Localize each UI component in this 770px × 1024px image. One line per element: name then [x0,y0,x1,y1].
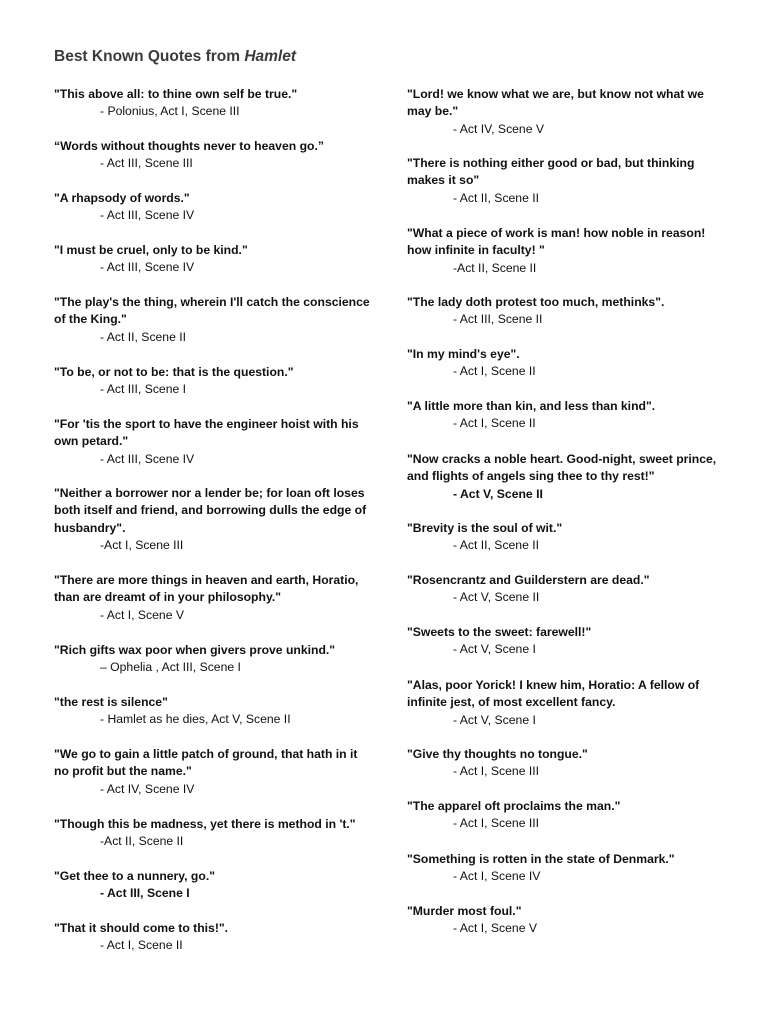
quote-text: "Rich gifts wax poor when givers prove unkind." [54,643,336,657]
quote-item [407,798,620,833]
quote-text: "Rosencrantz and Guilderstern are dead." [407,573,650,587]
quote-source: - Act I, Scene IV [453,869,541,884]
quote-source: - Act IV, Scene V [453,121,545,136]
quote-item [54,642,335,677]
quote-item [54,746,374,798]
quote-source: - Act II, Scene II [100,329,187,344]
quote-text: "I must be cruel, only to be kind." [54,243,248,257]
quote-source: -Act II, Scene II [100,834,184,849]
quote-text: "We go to gain a little patch of ground, that hath in it no profit but the name." [54,747,358,779]
quote-source: - Act III, Scene III [100,156,193,171]
quote-source: -Act I, Scene III [100,538,184,553]
quote-text: "There is nothing either good or bad, but thinking makes it so" [407,156,695,188]
quote-text: "The apparel oft proclaims the man." [407,799,621,813]
quote-text: "Something is rotten in the state of Denmark." [407,852,675,866]
quote-source: - Hamlet as he dies, Act V, Scene II [100,712,291,727]
quote-source: - Act V, Scene II [453,590,540,605]
quote-source: - Act I, Scene II [100,938,183,953]
quote-source: – Ophelia , Act III, Scene I [100,660,241,675]
quote-item [54,572,374,624]
quote-source: - Act I, Scene V [100,607,184,622]
quote-text: "Murder most foul." [407,904,522,918]
quote-source: - Act III, Scene IV [100,208,195,223]
quote-source: - Act III, Scene II [453,312,543,327]
page-title [54,48,296,66]
quote-item [54,920,228,955]
quote-item [407,155,727,207]
quote-text: "Though this be madness, yet there is method in 't." [54,817,356,831]
quote-text: "This above all: to thine own self be true." [54,87,298,101]
quote-item [54,242,248,277]
quote-text: "Now cracks a noble heart. Good-night, sweet prince, and flights of angels sing thee to thy rest!" [407,452,717,484]
quote-source: - Act III, Scene IV [100,451,195,466]
quote-item [54,816,356,851]
quote-text: "the rest is silence" [54,695,168,709]
quote-text: "Alas, poor Yorick! I knew him, Horatio: A fellow of infinite jest, of most excellent fancy. [407,678,700,710]
quote-item [54,868,215,903]
quote-source: - Act V, Scene I [453,642,536,657]
quote-text: "Lord! we know what we are, but know not what we may be." [407,87,704,119]
quote-source: - Act V, Scene I [453,712,536,727]
quote-source: - Polonius, Act I, Scene III [100,104,240,119]
quote-item [407,294,664,329]
quote-text: "The play's the thing, wherein I'll catch the conscience of the King." [54,295,370,327]
quote-item [407,851,675,886]
quote-source: - Act III, Scene IV [100,260,195,275]
quote-item [54,138,324,173]
quote-item [407,86,727,138]
quote-item [54,190,194,225]
quote-item [54,364,294,399]
quote-item [407,746,588,781]
quote-item [54,294,374,346]
quote-item [54,694,291,729]
quote-text: "What a piece of work is man! how noble in reason! how infinite in faculty! " [407,226,706,258]
quote-text: "A rhapsody of words." [54,191,190,205]
quote-item [54,485,374,555]
quote-source: - Act I, Scene II [453,416,536,431]
quote-source: - Act II, Scene II [453,190,540,205]
quote-source: - Act V, Scene II [453,486,543,501]
title-prefix: Best Known Quotes from [54,48,245,65]
quote-item [407,225,727,277]
quote-item [407,903,537,938]
quote-text: "To be, or not to be: that is the question." [54,365,294,379]
quote-source: - Act I, Scene V [453,921,537,936]
quote-text: "The lady doth protest too much, methinks". [407,295,665,309]
quote-text: "Get thee to a nunnery, go." [54,869,215,883]
quote-text: "For 'tis the sport to have the engineer hoist with his own petard." [54,417,359,449]
quote-item [407,677,727,729]
quote-source: - Act IV, Scene IV [100,781,195,796]
quote-text: "There are more things in heaven and earth, Horatio, than are dreamt of in your philosophy." [54,573,359,605]
quote-source: - Act III, Scene I [100,382,187,397]
quote-item [407,624,591,659]
quote-text: "A little more than kin, and less than kind". [407,399,656,413]
quote-source: - Act I, Scene II [453,364,536,379]
quote-text: "That it should come to this!". [54,921,229,935]
quote-source: - Act II, Scene II [453,538,540,553]
quote-text: "In my mind's eye". [407,347,520,361]
quote-text: "Sweets to the sweet: farewell!" [407,625,592,639]
quote-item [407,451,727,503]
quote-item [407,398,655,433]
quote-text: "Neither a borrower nor a lender be; for loan oft loses both itself and friend, and borrowing dulls the edge of husbandry". [54,486,367,535]
quote-item [407,572,650,607]
quote-text: “Words without thoughts never to heaven go.” [54,139,324,153]
quote-item [407,346,536,381]
quote-source: - Act I, Scene III [453,816,540,831]
quote-source: - Act I, Scene III [453,764,540,779]
quote-text: "Brevity is the soul of wit." [407,521,563,535]
quote-item [54,86,297,121]
quote-source: - Act III, Scene I [100,886,190,901]
quote-text: "Give thy thoughts no tongue." [407,747,588,761]
quote-item [407,520,562,555]
quote-item [54,416,374,468]
quote-source: -Act II, Scene II [453,260,537,275]
title-play: Hamlet [244,48,297,65]
